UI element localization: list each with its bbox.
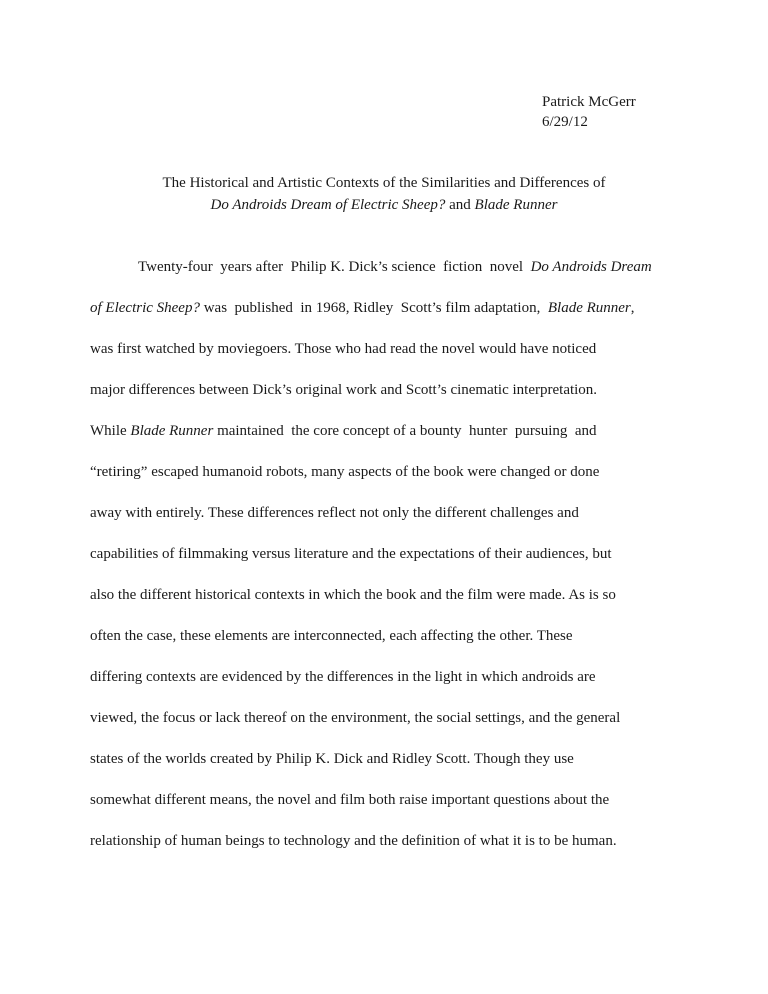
title-novel-name: Do Androids Dream of Electric Sheep? xyxy=(210,197,446,213)
body-line-2 xyxy=(90,288,690,329)
essay-title xyxy=(90,172,678,216)
body-line-7: away with entirely. These differences reflect not only the different challenges and xyxy=(90,505,579,521)
body-text: was published in 1968, Ridley Scott’s film adaptation, xyxy=(199,300,548,316)
document-date: 6/29/12 xyxy=(542,114,588,130)
body-line-6: “retiring” escaped humanoid robots, many aspects of the book were changed or done xyxy=(90,464,600,480)
body-line-3: was first watched by moviegoers. Those who had read the novel would have noticed xyxy=(90,341,597,357)
body-line-14: somewhat different means, the novel and film both raise important questions about the xyxy=(90,792,610,808)
body-text: While xyxy=(90,423,131,439)
body-italic-text: of Electric Sheep? xyxy=(90,300,200,316)
title-line-2 xyxy=(90,194,678,216)
body-line-15: relationship of human beings to technology and the definition of what it is to be human. xyxy=(90,833,617,849)
essay-body xyxy=(90,247,690,862)
body-line-11: differing contexts are evidenced by the differences in the light in which androids are xyxy=(90,669,596,685)
body-italic-text: Blade Runner xyxy=(547,300,631,316)
body-text: maintained the core concept of a bounty hunter pursuing and xyxy=(213,423,597,439)
title-conjunction: and xyxy=(445,197,475,213)
title-line-1: The Historical and Artistic Contexts of the Similarities and Differences of xyxy=(162,175,606,191)
title-film-name: Blade Runner xyxy=(474,197,558,213)
body-line-13: states of the worlds created by Philip K. Dick and Ridley Scott. Though they use xyxy=(90,751,574,767)
body-line-8: capabilities of filmmaking versus literature and the expectations of their audiences, but xyxy=(90,546,612,562)
body-italic-text: Do Androids Dream xyxy=(530,259,652,275)
body-line-10: often the case, these elements are interconnected, each affecting the other. These xyxy=(90,628,573,644)
body-line-12: viewed, the focus or lack thereof on the environment, the social settings, and the general xyxy=(90,710,621,726)
author-name: Patrick McGerr xyxy=(542,94,636,110)
body-line-4: major differences between Dick’s original work and Scott’s cinematic interpretation. xyxy=(90,382,598,398)
body-line-1 xyxy=(90,247,690,288)
body-italic-text: Blade Runner xyxy=(130,423,214,439)
body-line-9: also the different historical contexts in which the book and the film were made. As is so xyxy=(90,587,616,603)
body-text: , xyxy=(630,300,635,316)
body-line-5 xyxy=(90,411,690,452)
body-text: Twenty-four years after Philip K. Dick’s science fiction novel xyxy=(138,259,531,275)
author-header xyxy=(542,92,636,132)
